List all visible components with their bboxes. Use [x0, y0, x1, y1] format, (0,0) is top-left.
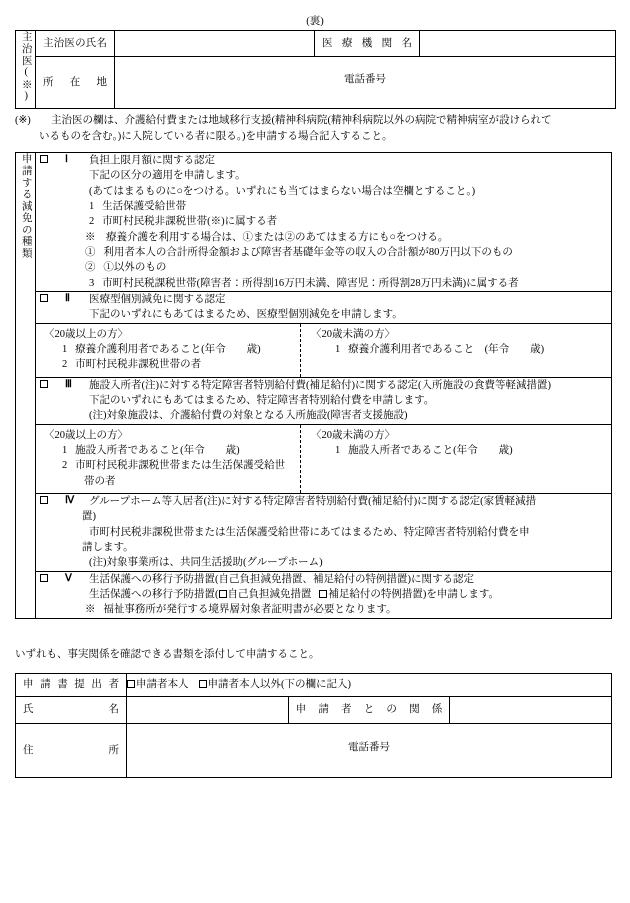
section-1-subitem-1-text: 利用者本人の合計所得金額および障害者基礎年金等の収入の合計額が80万円以下のもの: [103, 246, 513, 258]
table-row: [16, 57, 616, 109]
section-1-numeral: Ⅰ: [65, 154, 68, 165]
submitter-option-1: 申請者本人: [136, 678, 189, 690]
section-3-left-item-1[interactable]: [44, 443, 296, 458]
section-2-left-item-2-num: 2: [62, 359, 68, 371]
section-3-columns: [36, 424, 612, 493]
section-1-line-2: (あてはまるものに○をつける。いずれにも当てはまらない場合は空欄とすること。): [89, 185, 476, 197]
submitter-address-tel-input[interactable]: [127, 724, 612, 778]
section-3-left-item-2[interactable]: [44, 458, 296, 473]
section-1-subnote: ※ 療養介護を利用する場合は、①または②のあてはまる方にも○をつける。: [85, 231, 449, 243]
section-1-subitem-1[interactable]: [36, 245, 611, 260]
section-3[interactable]: [36, 377, 612, 424]
section-2-left-item-2-text: 市町村民税非課税世帯の者: [75, 359, 202, 371]
section-3-col-20-and-over: [36, 425, 301, 493]
section-5-apply-line: [36, 587, 611, 602]
submitter-name-label-text: 氏 名: [23, 704, 119, 716]
section-1-subitem-1-num: ①: [85, 246, 96, 258]
checkbox-icon[interactable]: [40, 155, 48, 163]
institution-name-input[interactable]: [420, 31, 616, 57]
section-2-title: 医療型個別減免に関する認定: [89, 293, 226, 305]
section-5-option-2: 補足給付の特例措置: [328, 588, 423, 600]
section-5-title: 生活保護への移行予防措置(自己負担減免措置、補足給付の特例措置)に関する認定: [89, 573, 474, 585]
checkbox-icon[interactable]: [40, 496, 48, 504]
section-3-right-item-1-num: 1: [335, 444, 341, 456]
section-2[interactable]: [36, 291, 612, 323]
attachment-note: いずれも、事実関係を確認できる書類を添付して申請すること。: [15, 649, 320, 660]
section-3-head: [36, 378, 611, 393]
doctor-name-label: [36, 31, 115, 57]
section-1-item-2-text: 市町村民税非課税世帯(※)に属する者: [102, 216, 278, 228]
section-1-item-1-text: 生活保護受給世帯: [102, 200, 187, 212]
section-3-right-item-1[interactable]: [311, 443, 607, 458]
table-row: [16, 377, 612, 424]
institution-name-label-text: 医療機関名: [322, 37, 412, 49]
section-5-apply-pre: 生活保護への移行予防措置(: [89, 588, 219, 600]
table-row: [16, 493, 612, 571]
institution-name-label: [315, 31, 420, 57]
checkbox-icon[interactable]: [199, 680, 207, 688]
doctor-vertical-label-text: 主治医(※): [20, 31, 32, 103]
section-3-left-item-1-num: 1: [62, 444, 68, 456]
section-5-apply-post: )を申請します。: [422, 588, 500, 600]
section-2-left-item-1-text: 療養介護利用者であること(年令 歳): [75, 343, 261, 355]
submitter-label-text: 申請書提出者: [23, 679, 119, 691]
section-1-item-3-text: 市町村民税課税世帯(障害者：所得割16万円未満、障害児：所得割28万円未満)に属する者: [102, 277, 519, 289]
section-3-right-item-1-text: 施設入所者であること(年令 歳): [348, 444, 513, 456]
section-5-option-1: 自己負担減免措置: [227, 588, 312, 600]
section-1-subitem-2-text: ①以外のもの: [103, 262, 167, 274]
doctor-name-input[interactable]: [115, 31, 315, 57]
section-2-columns: [36, 323, 612, 377]
section-3-left-heading: 〈20歳以上の方〉: [44, 429, 128, 441]
submitter-name-label: [16, 697, 127, 724]
table-row: [16, 674, 612, 697]
section-5-numeral: Ⅴ: [65, 572, 72, 584]
table-row: [16, 323, 612, 377]
section-5-note-marker: ※: [85, 604, 96, 616]
page-side-marker: (裏): [306, 16, 324, 27]
section-2-right-heading: 〈20歳未満の方〉: [311, 328, 395, 340]
section-1-head: [36, 153, 611, 168]
application-kinds-table: [15, 152, 612, 619]
section-2-col-under-20: [301, 324, 611, 377]
submitter-label: [16, 674, 127, 697]
doctor-address-tel-input[interactable]: [115, 57, 616, 109]
checkbox-icon[interactable]: [127, 680, 135, 688]
section-4-body-line3: (注)対象事業所は、共同生活援助(グループホーム): [89, 557, 323, 569]
section-3-line-1: 下記のいずれにもあてはまるため、特定障害者特別給付費を申請します。: [89, 394, 435, 406]
section-5-note: [36, 602, 611, 617]
section-1-item-2-num: 2: [89, 216, 95, 228]
doctor-vertical-label: [16, 31, 36, 109]
table-row: [16, 31, 616, 57]
section-1-item-3[interactable]: [36, 276, 611, 291]
checkbox-icon[interactable]: [40, 294, 48, 302]
doctor-note-line2: いるものを含む。)に入院している者に限る。)を申請する場合記入すること。: [39, 130, 393, 142]
submitter-address-label: [16, 724, 127, 778]
section-3-numeral: Ⅲ: [65, 378, 72, 390]
section-1-item-2[interactable]: [36, 214, 611, 229]
section-2-split: [36, 324, 611, 377]
section-3-left-item-2-cont: 帯の者: [84, 475, 116, 487]
table-row: [16, 153, 612, 292]
doctor-address-label: [36, 57, 115, 109]
section-4[interactable]: [36, 493, 612, 571]
section-2-right-item-1[interactable]: [311, 342, 607, 357]
table-row: [16, 697, 612, 724]
section-3-line-2: (注)対象施設は、介護給付費の対象となる入所施設(障害者支援施設): [89, 410, 408, 422]
section-3-left-item-1-text: 施設入所者であること(年令 歳): [75, 444, 240, 456]
section-3-title: 施設入所者(注)に対する特定障害者特別給付費(補足給付)に関する認定(入所施設の食費等軽減措置): [89, 379, 551, 391]
doctor-table: [15, 30, 616, 109]
section-4-body-line2: 請します。: [82, 541, 134, 553]
submitter-options[interactable]: [127, 674, 612, 697]
section-2-left-item-2[interactable]: [44, 357, 296, 372]
section-1-title: 負担上限月額に関する認定: [89, 155, 215, 166]
section-5[interactable]: [36, 571, 612, 618]
submitter-option-2: 申請者本人以外(下の欄に記入): [207, 678, 351, 690]
section-4-body-line1: 市町村民税非課税世帯または生活保護受給世帯にあてはまるため、特定障害者特別給付費を申: [89, 526, 530, 538]
doctor-note-line1: 主治医の欄は、介護給付費または地域移行支援(精神科病院(精神科病院以外の病院で精神病室が設けられて: [51, 115, 552, 126]
checkbox-icon[interactable]: [40, 380, 48, 388]
submitter-name-input[interactable]: [127, 697, 289, 724]
section-1-item-1-num: 1: [89, 200, 95, 212]
table-row: [16, 291, 612, 323]
submitter-table: [15, 673, 612, 778]
section-5-note-text: 福祉事務所が発行する境界層対象者証明書が必要となります。: [103, 604, 397, 616]
checkbox-icon[interactable]: [319, 590, 327, 598]
section-1-subitem-2[interactable]: [36, 260, 611, 275]
section-4-head: [36, 494, 611, 509]
table-row: [16, 724, 612, 778]
section-2-right-item-1-text: 療養介護利用者であること (年令 歳): [348, 343, 545, 355]
section-2-head: [36, 292, 611, 307]
relationship-input[interactable]: [450, 697, 612, 724]
submitter-address-label-text: 住 所: [23, 744, 119, 756]
section-2-left-heading: 〈20歳以上の方〉: [44, 328, 128, 340]
doctor-tel-label: 電話番号: [344, 73, 386, 85]
doctor-name-label-text: 主治医の氏名: [43, 37, 107, 49]
section-1[interactable]: [36, 153, 612, 292]
submitter-tel-label: 電話番号: [348, 741, 390, 753]
section-2-left-item-1-num: 1: [62, 343, 68, 355]
checkbox-icon[interactable]: [219, 590, 227, 598]
section-2-line-1: 下記のいずれにもあてはまるため、医療型個別減免を申請します。: [89, 309, 403, 321]
section-3-col-under-20: [301, 425, 611, 493]
section-3-split: [36, 425, 611, 493]
section-4-numeral: Ⅳ: [65, 494, 75, 506]
section-4-title-line1: グループホーム等入居者(注)に対する特定障害者特別給付費(補足給付)に関する認定(家賃軽減措: [89, 495, 537, 507]
kinds-vertical-label: [16, 153, 36, 619]
section-2-left-item-1[interactable]: [44, 342, 296, 357]
section-1-item-3-num: 3: [89, 277, 95, 289]
section-4-title-line2: 置): [82, 511, 96, 523]
section-1-item-1[interactable]: [36, 199, 611, 214]
doctor-address-label-text: 所 在 地: [43, 76, 107, 88]
relationship-label: [288, 697, 450, 724]
doctor-note: [15, 113, 615, 145]
section-2-col-20-and-over: [36, 324, 301, 377]
section-2-right-item-1-num: 1: [335, 343, 341, 355]
checkbox-icon[interactable]: [40, 574, 48, 582]
doctor-note-marker: (※): [15, 115, 31, 126]
section-1-subitem-2-num: ②: [85, 262, 96, 274]
section-3-left-item-2-text: 市町村民税非課税世帯または生活保護受給世: [75, 460, 286, 472]
section-5-head: [36, 572, 611, 587]
kinds-vertical-label-text: 申請する減免の種類: [20, 153, 32, 259]
section-3-left-item-2-num: 2: [62, 460, 68, 472]
table-row: [16, 571, 612, 618]
section-1-line-1: 下記の区分の適用を申請します。: [89, 170, 246, 182]
section-2-numeral: Ⅱ: [65, 292, 70, 304]
table-row: [16, 424, 612, 493]
relationship-label-text: 申請者との関係: [295, 704, 443, 716]
section-3-right-heading: 〈20歳未満の方〉: [311, 429, 395, 441]
